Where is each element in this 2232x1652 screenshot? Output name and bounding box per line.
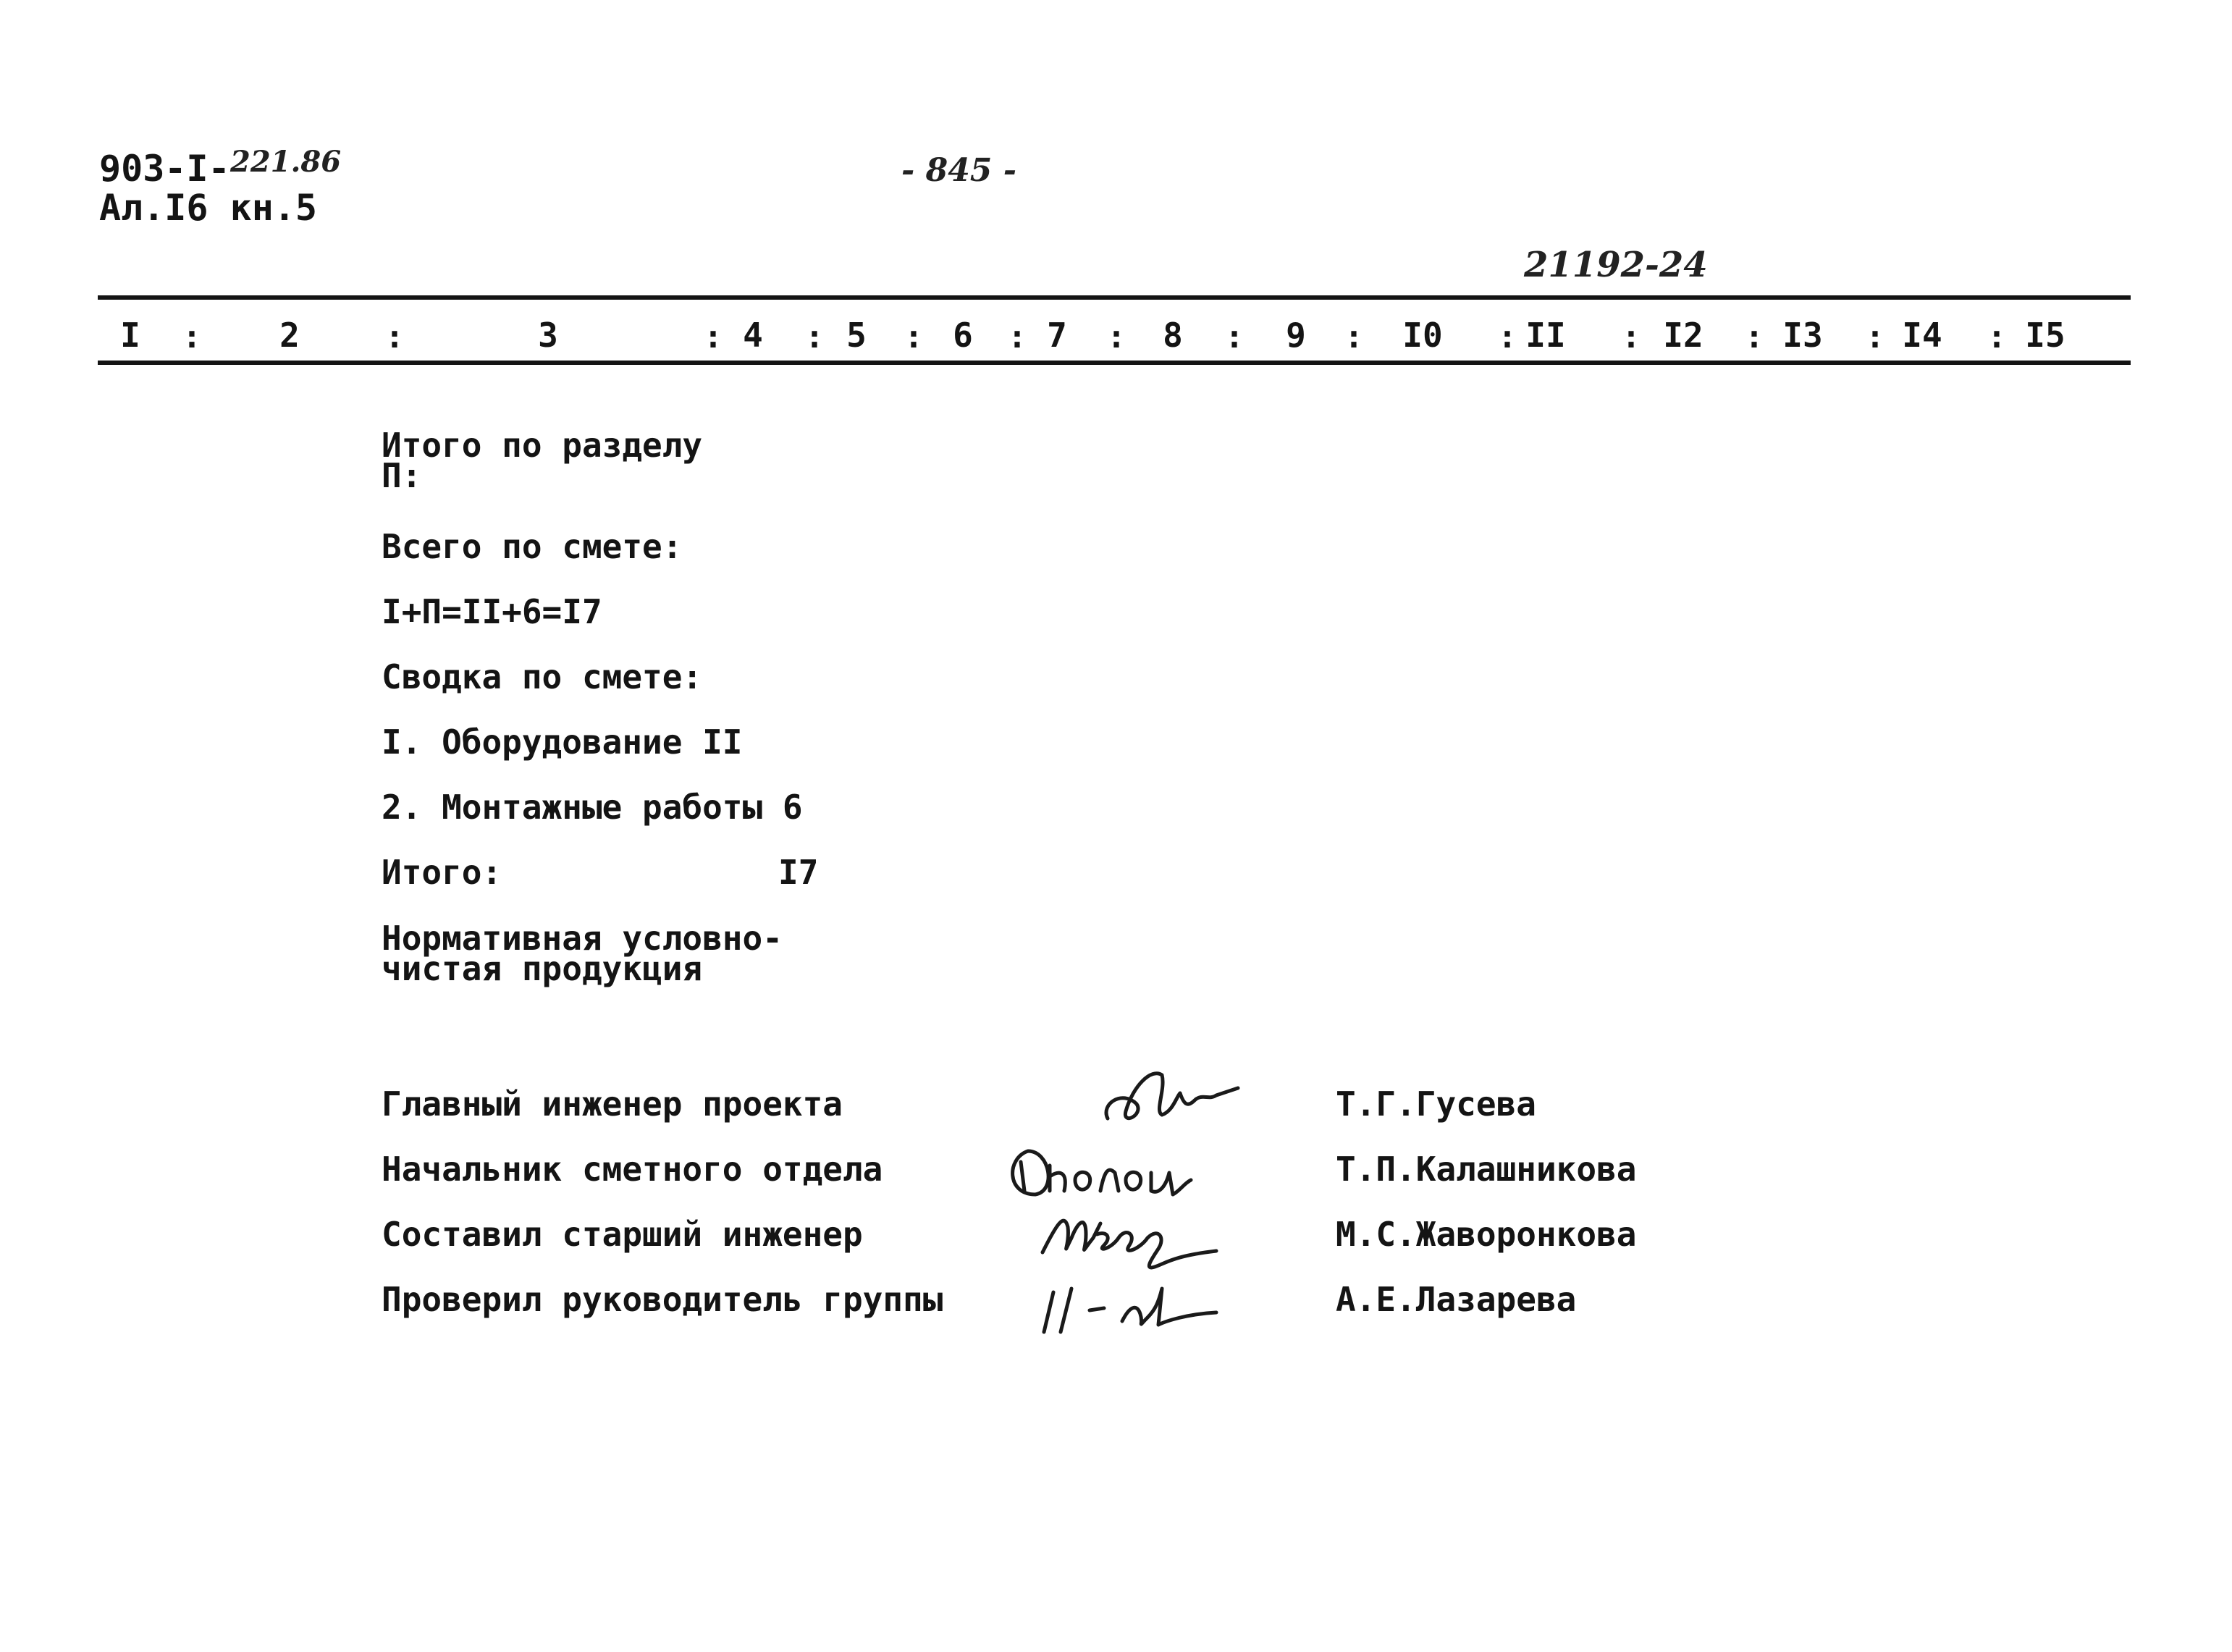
column-separator: : bbox=[1987, 319, 2007, 355]
signatory-role: Проверил руководитель группы bbox=[382, 1280, 943, 1319]
signatory-role: Начальник сметного отдела bbox=[382, 1150, 883, 1189]
column-header: 8 bbox=[1163, 316, 1183, 355]
section-total-label: Итого по разделу П: bbox=[382, 426, 703, 495]
bottom-rule bbox=[98, 361, 2131, 365]
column-separator: : bbox=[384, 319, 405, 355]
album-label: Ал.I6 кн.5 bbox=[99, 187, 318, 229]
summary-item-installation: 2. Монтажные работы 6 bbox=[382, 788, 803, 827]
column-separator: : bbox=[1344, 319, 1364, 355]
summary-title: Сводка по смете: bbox=[382, 657, 703, 696]
column-header: 7 bbox=[1047, 316, 1067, 355]
doc-code-handwritten: 221.86 bbox=[230, 145, 342, 179]
signatory-role: Главный инженер проекта bbox=[382, 1084, 843, 1124]
column-header: I0 bbox=[1402, 316, 1443, 355]
column-header: II bbox=[1525, 316, 1566, 355]
signatory-name: Т.П.Калашникова bbox=[1336, 1150, 1637, 1189]
signatory-role: Составил старший инженер bbox=[382, 1215, 863, 1254]
column-separator: : bbox=[1621, 319, 1641, 355]
column-separator: : bbox=[904, 319, 924, 355]
summary-item-equipment: I. Оборудование II bbox=[382, 722, 743, 762]
column-separator: : bbox=[1497, 319, 1517, 355]
column-separator: : bbox=[1106, 319, 1126, 355]
signature-mark bbox=[1028, 1194, 1238, 1274]
signature-mark bbox=[1093, 1061, 1260, 1140]
column-header: I5 bbox=[2025, 316, 2065, 355]
column-header: 2 bbox=[279, 316, 300, 355]
column-separator: : bbox=[1865, 319, 1885, 355]
signatory-name: А.Е.Лазарева bbox=[1336, 1280, 1577, 1319]
column-header: I4 bbox=[1902, 316, 1942, 355]
top-rule bbox=[98, 295, 2131, 300]
column-header: I2 bbox=[1663, 316, 1704, 355]
column-header: 3 bbox=[538, 316, 558, 355]
column-separator: : bbox=[804, 319, 825, 355]
signatory-name: Т.Г.Гусева bbox=[1336, 1084, 1536, 1124]
column-header: 4 bbox=[743, 316, 763, 355]
column-separator: : bbox=[1007, 319, 1027, 355]
column-header: 9 bbox=[1286, 316, 1306, 355]
page-number: - 845 - bbox=[901, 152, 1017, 189]
column-separator: : bbox=[1224, 319, 1245, 355]
doc-code: 903-I- bbox=[99, 148, 230, 190]
column-separator: : bbox=[182, 319, 202, 355]
column-header: 5 bbox=[846, 316, 867, 355]
handwritten-reference: 21192-24 bbox=[1524, 245, 1708, 285]
signature-mark bbox=[1028, 1263, 1238, 1343]
signatory-name: М.С.Жаворонкова bbox=[1336, 1215, 1637, 1254]
formula: I+П=II+6=I7 bbox=[382, 592, 602, 631]
column-header: I3 bbox=[1782, 316, 1823, 355]
column-separator: : bbox=[1744, 319, 1764, 355]
column-separator: : bbox=[703, 319, 723, 355]
normative-label: Нормативная условно- чистая продукция bbox=[382, 919, 783, 988]
total-value: I7 bbox=[778, 853, 819, 892]
column-header: 6 bbox=[953, 316, 973, 355]
column-header: I bbox=[120, 316, 140, 355]
total-label: Итого: bbox=[382, 853, 502, 892]
estimate-total-label: Всего по смете: bbox=[382, 527, 683, 566]
